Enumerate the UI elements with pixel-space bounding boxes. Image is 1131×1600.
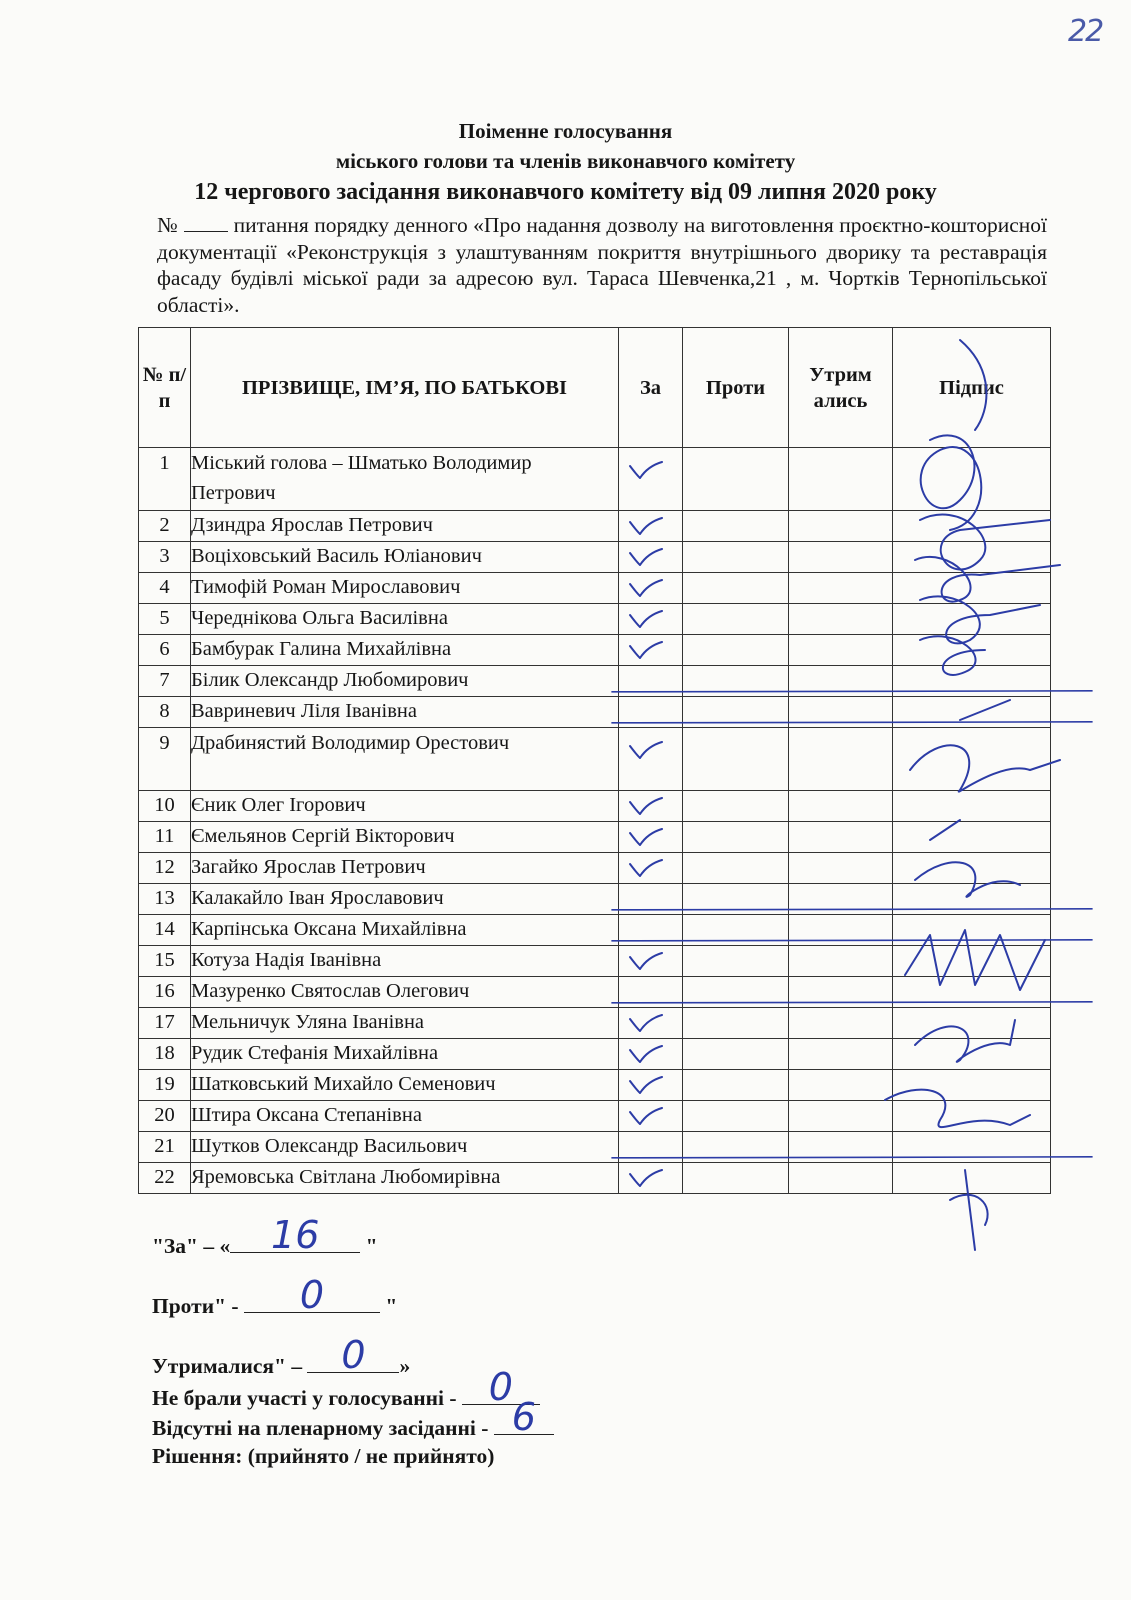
summary-against: [152, 1273, 398, 1319]
row-vote-against: [683, 1163, 789, 1194]
row-number: 14: [139, 915, 191, 946]
row-vote-abstained: [789, 1163, 893, 1194]
row-vote-against: [683, 1101, 789, 1132]
agenda-prefix: №: [157, 213, 178, 237]
row-vote-for: [619, 915, 683, 946]
row-number: 4: [139, 573, 191, 604]
table-row: [139, 1132, 1051, 1163]
row-name: Білик Олександр Любомирович: [191, 666, 619, 697]
summary-for-label: "За" – «: [152, 1234, 231, 1258]
row-vote-abstained: [789, 511, 893, 542]
row-vote-against: [683, 1132, 789, 1163]
row-name: Шутков Олександр Васильович: [191, 1132, 619, 1163]
row-name: Дзиндра Ярослав Петрович: [191, 511, 619, 542]
table-row: [139, 697, 1051, 728]
checkmark-icon: [628, 827, 664, 847]
row-number: 15: [139, 946, 191, 977]
row-vote-for: [619, 1132, 683, 1163]
summary-for-value: 16: [271, 1213, 320, 1257]
row-name: Тимофій Роман Мирославович: [191, 573, 619, 604]
table-row: [139, 542, 1051, 573]
table-header-row: [139, 328, 1051, 448]
row-number: 3: [139, 542, 191, 573]
header-name: ПРІЗВИЩЕ, ІМ’Я, ПО БАТЬКОВІ: [191, 328, 619, 448]
row-vote-for: [619, 1163, 683, 1194]
row-vote-abstained: [789, 1008, 893, 1039]
summary-not-voted-value: 0: [488, 1365, 513, 1409]
checkmark-icon: [628, 951, 664, 971]
row-number: 22: [139, 1163, 191, 1194]
row-number: 11: [139, 822, 191, 853]
row-number: 6: [139, 635, 191, 666]
row-name: Загайко Ярослав Петрович: [191, 853, 619, 884]
row-vote-for: [619, 697, 683, 728]
row-number: 9: [139, 728, 191, 791]
row-vote-for: [619, 791, 683, 822]
row-vote-for: [619, 1101, 683, 1132]
row-vote-abstained: [789, 666, 893, 697]
table-row: [139, 1008, 1051, 1039]
table-row: [139, 915, 1051, 946]
summary-for-end: ": [360, 1234, 378, 1258]
row-number: 12: [139, 853, 191, 884]
row-signature: [893, 1132, 1051, 1163]
row-vote-for: [619, 542, 683, 573]
checkmark-icon: [628, 1168, 664, 1188]
row-name: Воціховський Василь Юліанович: [191, 542, 619, 573]
row-vote-abstained: [789, 791, 893, 822]
row-name: Шатковський Михайло Семенович: [191, 1070, 619, 1101]
summary-absent-blank: [494, 1395, 554, 1439]
row-signature: [893, 791, 1051, 822]
row-vote-for: [619, 511, 683, 542]
table-row: [139, 604, 1051, 635]
row-vote-abstained: [789, 1132, 893, 1163]
checkmark-icon: [628, 1106, 664, 1126]
row-vote-abstained: [789, 822, 893, 853]
row-vote-for: [619, 946, 683, 977]
row-name: Котуза Надія Іванівна: [191, 946, 619, 977]
row-name: Бамбурак Галина Михайлівна: [191, 635, 619, 666]
summary-absent-value: 6: [511, 1395, 536, 1439]
row-vote-against: [683, 604, 789, 635]
header-for: За: [619, 328, 683, 448]
row-signature: [893, 542, 1051, 573]
row-number: 19: [139, 1070, 191, 1101]
table-row: [139, 791, 1051, 822]
summary-abstained-blank: [307, 1333, 399, 1377]
row-vote-abstained: [789, 853, 893, 884]
row-vote-against: [683, 697, 789, 728]
row-number: 21: [139, 1132, 191, 1163]
row-vote-abstained: [789, 573, 893, 604]
summary-abstained-label: Утрималися" –: [152, 1354, 308, 1378]
title-line-3: 12 чергового засідання виконавчого комітету від 09 липня 2020 року: [194, 179, 937, 205]
summary-against-end: ": [379, 1294, 398, 1318]
checkmark-icon: [628, 516, 664, 536]
row-signature: [893, 1101, 1051, 1132]
checkmark-icon: [628, 858, 664, 878]
table-row: [139, 1101, 1051, 1132]
agenda-body: питання порядку денного «Про надання дозволу на виготовлення проєктно-кошторисної документації «Реконструкція з улаштуванням покриття внутрішнього дворику та реставрація фасаду будівлі міської ради за адресою вул. Тараса Шевченка,21 , м. Чортків Тернопільської області».: [157, 213, 1048, 317]
checkmark-icon: [628, 796, 664, 816]
row-signature: [893, 946, 1051, 977]
row-vote-against: [683, 1008, 789, 1039]
summary-decision: [152, 1444, 494, 1469]
row-vote-abstained: [789, 1070, 893, 1101]
row-signature: [893, 1070, 1051, 1101]
row-name: Мельничук Уляна Іванівна: [191, 1008, 619, 1039]
row-vote-for: [619, 728, 683, 791]
row-vote-abstained: [789, 542, 893, 573]
row-vote-for: [619, 666, 683, 697]
title-line-2: міського голови та членів виконавчого комітету: [335, 149, 796, 173]
row-signature: [893, 604, 1051, 635]
table-row: [139, 511, 1051, 542]
checkmark-icon: [628, 740, 664, 760]
row-signature: [893, 822, 1051, 853]
table-row: [139, 666, 1051, 697]
row-number: 8: [139, 697, 191, 728]
row-vote-against: [683, 573, 789, 604]
row-vote-against: [683, 511, 789, 542]
summary-abstained-end: »: [399, 1354, 411, 1378]
row-vote-abstained: [789, 635, 893, 666]
header-abstained: Утрим ались: [789, 328, 893, 448]
table-row: [139, 1039, 1051, 1070]
row-signature: [893, 666, 1051, 697]
row-number: 10: [139, 791, 191, 822]
row-number: 5: [139, 604, 191, 635]
row-name: Міський голова – Шматько Володимир Петрович: [191, 448, 619, 511]
row-signature: [893, 853, 1051, 884]
row-name: Єник Олег Ігорович: [191, 791, 619, 822]
row-vote-against: [683, 791, 789, 822]
checkmark-icon: [628, 578, 664, 598]
row-signature: [893, 915, 1051, 946]
row-name: Череднікова Ольга Василівна: [191, 604, 619, 635]
row-number: 13: [139, 884, 191, 915]
row-signature: [893, 573, 1051, 604]
row-vote-for: [619, 1039, 683, 1070]
row-vote-for: [619, 573, 683, 604]
row-vote-abstained: [789, 977, 893, 1008]
row-signature: [893, 697, 1051, 728]
row-signature: [893, 977, 1051, 1008]
summary-abstained-value: 0: [341, 1333, 366, 1377]
header-signature: Підпис: [893, 328, 1051, 448]
page-number: 22: [1068, 14, 1103, 49]
summary-against-blank: [244, 1273, 380, 1317]
checkmark-icon: [628, 1075, 664, 1095]
row-name: Мазуренко Святослав Олегович: [191, 977, 619, 1008]
row-vote-abstained: [789, 448, 893, 511]
summary-decision-label: Рішення: (прийнято / не прийнято): [152, 1444, 495, 1468]
summary-against-label: Проти" -: [152, 1294, 244, 1318]
row-vote-for: [619, 1008, 683, 1039]
table-row: [139, 884, 1051, 915]
checkmark-icon: [628, 609, 664, 629]
header-num: № п/п: [139, 328, 191, 448]
row-number: 17: [139, 1008, 191, 1039]
row-vote-abstained: [789, 728, 893, 791]
row-name: Драбинястий Володимир Орестович: [191, 728, 619, 791]
row-vote-against: [683, 1070, 789, 1101]
title-line-1: Поіменне голосування: [458, 119, 673, 143]
row-signature: [893, 1039, 1051, 1070]
row-vote-against: [683, 728, 789, 791]
row-vote-abstained: [789, 946, 893, 977]
row-vote-for: [619, 448, 683, 511]
table-row: [139, 853, 1051, 884]
table-row: [139, 728, 1051, 791]
row-number: 2: [139, 511, 191, 542]
table-row: [139, 573, 1051, 604]
row-name: Рудик Стефанія Михайлівна: [191, 1039, 619, 1070]
row-signature: [893, 1008, 1051, 1039]
table-row: [139, 1070, 1051, 1101]
row-vote-for: [619, 604, 683, 635]
checkmark-icon: [628, 547, 664, 567]
row-vote-for: [619, 853, 683, 884]
row-vote-abstained: [789, 915, 893, 946]
row-vote-for: [619, 884, 683, 915]
row-vote-abstained: [789, 697, 893, 728]
row-vote-against: [683, 853, 789, 884]
table-row: [139, 946, 1051, 977]
row-signature: [893, 1163, 1051, 1194]
row-vote-against: [683, 1039, 789, 1070]
row-vote-for: [619, 635, 683, 666]
checkmark-icon: [628, 1013, 664, 1033]
row-vote-against: [683, 666, 789, 697]
table-row: [139, 635, 1051, 666]
row-vote-against: [683, 448, 789, 511]
row-vote-against: [683, 946, 789, 977]
summary-for: [152, 1213, 378, 1259]
row-name: Яремовська Світлана Любомирівна: [191, 1163, 619, 1194]
row-number: 7: [139, 666, 191, 697]
row-vote-against: [683, 822, 789, 853]
row-name: Карпінська Оксана Михайлівна: [191, 915, 619, 946]
row-signature: [893, 884, 1051, 915]
table-row: [139, 1163, 1051, 1194]
row-name: Калакайло Іван Ярославович: [191, 884, 619, 915]
row-vote-for: [619, 1070, 683, 1101]
row-name: Вавриневич Ліля Іванівна: [191, 697, 619, 728]
header-against: Проти: [683, 328, 789, 448]
row-signature: [893, 448, 1051, 511]
table-row: [139, 977, 1051, 1008]
row-vote-against: [683, 635, 789, 666]
row-name: Штира Оксана Степанівна: [191, 1101, 619, 1132]
row-vote-abstained: [789, 604, 893, 635]
row-number: 16: [139, 977, 191, 1008]
table-row: [139, 448, 1051, 511]
checkmark-icon: [628, 1044, 664, 1064]
agenda-number-blank: [184, 215, 228, 232]
row-signature: [893, 728, 1051, 791]
row-vote-against: [683, 884, 789, 915]
row-vote-abstained: [789, 1039, 893, 1070]
checkmark-icon: [628, 640, 664, 660]
summary-for-blank: [230, 1213, 360, 1257]
row-number: 20: [139, 1101, 191, 1132]
summary-not-voted-label: Не брали участі у голосуванні -: [152, 1386, 462, 1410]
row-name: Ємельянов Сергій Вікторович: [191, 822, 619, 853]
row-vote-for: [619, 822, 683, 853]
summary-abstained: [152, 1333, 411, 1379]
table-row: [139, 822, 1051, 853]
vote-table: [138, 327, 1051, 1194]
row-vote-against: [683, 542, 789, 573]
row-vote-abstained: [789, 884, 893, 915]
row-number: 1: [139, 448, 191, 511]
row-vote-against: [683, 915, 789, 946]
row-vote-for: [619, 977, 683, 1008]
row-vote-abstained: [789, 1101, 893, 1132]
row-number: 18: [139, 1039, 191, 1070]
row-signature: [893, 635, 1051, 666]
row-vote-against: [683, 977, 789, 1008]
checkmark-icon: [628, 460, 664, 480]
summary-against-value: 0: [299, 1273, 325, 1317]
summary-absent-label: Відсутні на пленарному засіданні -: [152, 1416, 494, 1440]
row-signature: [893, 511, 1051, 542]
agenda-text: [157, 212, 1047, 318]
